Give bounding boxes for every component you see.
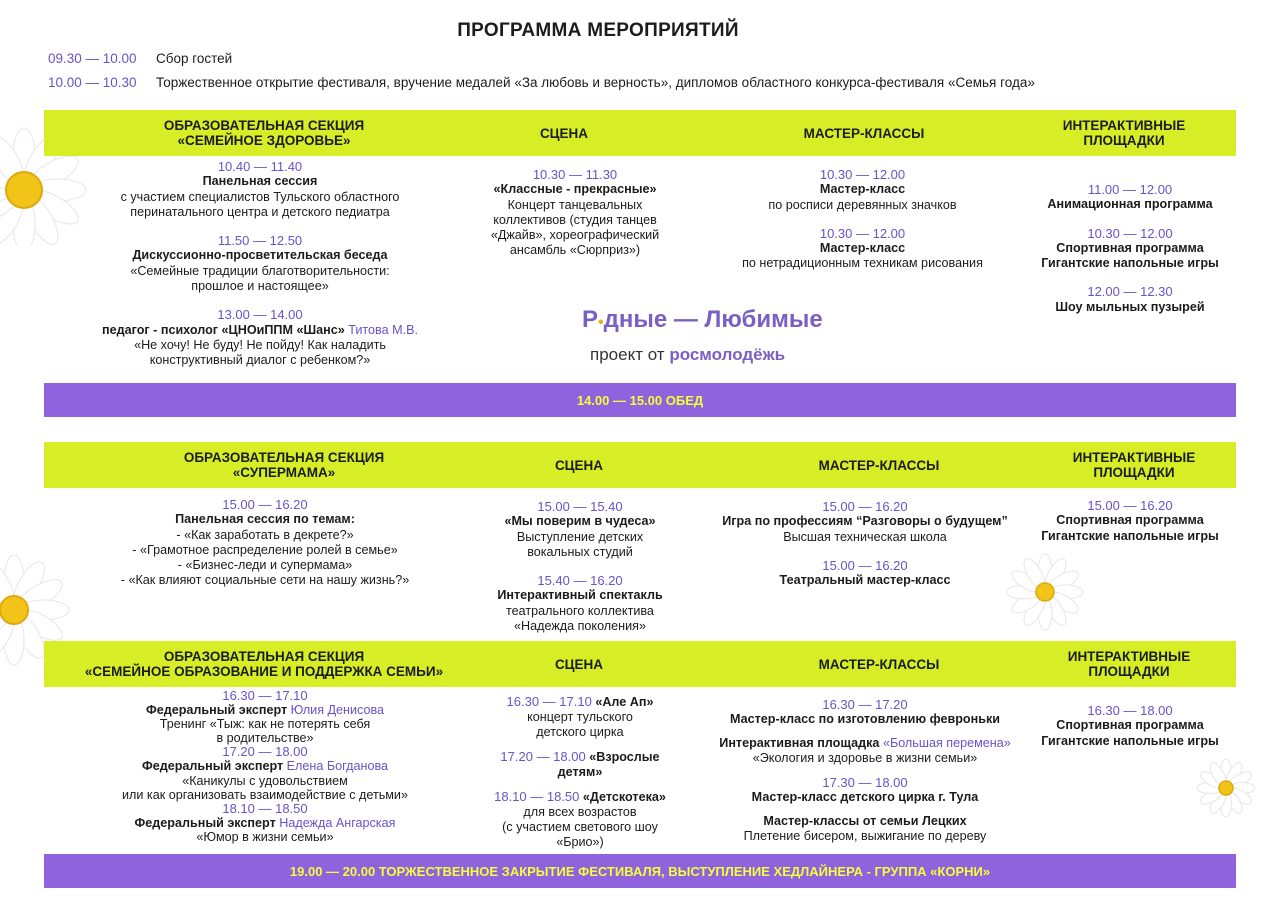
event-title: Мастер-класс (819, 241, 906, 256)
event-time: 12.00 — 12.30 (1087, 284, 1173, 300)
event-time: 15.40 — 16.20 (537, 573, 623, 589)
event-time: 11.50 — 12.50 (217, 233, 303, 249)
header-line: ИНТЕРАКТИВНЫЕ (1067, 649, 1191, 664)
logo-letter: Р (582, 306, 599, 333)
event-time: 16.30 — 17.10 (222, 688, 308, 703)
event-time: 11.00 — 12.00 (1087, 182, 1173, 197)
event-title: Спортивная программа (1056, 718, 1204, 733)
event-time: 10.30 — 11.30 (532, 167, 618, 182)
event-time: 10.30 — 12.00 (819, 225, 906, 241)
block2-section-column (100, 497, 430, 589)
header-master: МАСТЕР-КЛАССЫ (803, 125, 925, 141)
logo-text: дные — Любимые (603, 306, 823, 333)
event-line: ансамбль «Сюрприз») (509, 243, 641, 258)
event-time: 10.30 — 12.00 (819, 167, 906, 182)
block1-header-band (44, 110, 1236, 156)
block3-section-column (100, 689, 430, 844)
event-line: вокальных студий (527, 544, 633, 559)
event-person: Надежда Ангарская (279, 815, 396, 830)
closing-band: 19.00 — 20.00 ТОРЖЕСТВЕННОЕ ЗАКРЫТИЕ ФЕСТИВАЛЯ, ВЫСТУПЛЕНИЕ ХЕДЛАЙНЕРА - ГРУППА «КОРНИ» (44, 854, 1236, 888)
event-title: детям» (557, 765, 603, 779)
header-master: МАСТЕР-КЛАССЫ (818, 656, 940, 672)
event-line: - «Бизнес-леди и супермама» (177, 558, 353, 573)
brand-name: росмолодёжь (669, 345, 786, 364)
event-time: 10.40 — 11.40 (217, 159, 303, 174)
event-title: Интерактивный спектакль (497, 588, 663, 603)
header-master: МАСТЕР-КЛАССЫ (818, 457, 940, 473)
project-subtitle (590, 345, 785, 365)
intro-text: Сбор гостей (156, 51, 233, 66)
event-line: Плетение бисером, выжигание по дереву (743, 829, 987, 843)
event-title: Федеральный эксперт (145, 703, 288, 718)
intro-time: 09.30 — 10.00 (48, 51, 137, 66)
event-title: «Мы поверим в чудеса» (504, 514, 656, 529)
event-title: Игра по профессиям “Разговоры о будущем” (722, 514, 1008, 529)
event-title: «Классные - прекрасные» (493, 182, 657, 197)
event-title: Мастер-класс детского цирка г. Тула (751, 790, 979, 804)
header-stage: СЦЕНА (554, 457, 604, 473)
header-interactive (1039, 641, 1219, 687)
event-title: Дискуссионно-просветительская беседа (132, 248, 388, 263)
event-line: «Юмор в жизни семьи» (196, 829, 334, 844)
event-title: педагог - психолог «ЦНОиППМ «Шанс» (102, 322, 345, 337)
event-title: Гигантские напольные игры (1041, 528, 1219, 543)
event-line: перинатального центра и детского педиатра (130, 204, 390, 219)
event-title: «Але Ап» (595, 695, 654, 709)
event-time: 18.10 — 18.50 (494, 789, 580, 804)
event-time: 15.00 — 16.20 (822, 499, 908, 514)
event-line: - «Как заработать в декрете?» (176, 527, 354, 542)
intro-text: Торжественное открытие фестиваля, вручение медалей «За любовь и верность», дипломов областного конкурса-фестиваля «Семья года» (156, 75, 1035, 90)
event-line: коллективов (студия танцев (493, 212, 657, 227)
event-line: или как организовать взаимодействие с детьми» (122, 787, 408, 802)
event-person: Титова М.В. (348, 322, 418, 337)
event-person: Юлия Денисова (290, 703, 385, 718)
event-time: 17.20 — 18.00 (500, 749, 586, 764)
intro-time: 10.00 — 10.30 (48, 75, 137, 90)
event-time: 18.10 — 18.50 (222, 800, 308, 816)
header-interactive (1044, 442, 1224, 488)
event-line: «Экология и здоровье в жизни семьи» (752, 751, 978, 765)
block1-interactive-column (1030, 182, 1230, 315)
header-stage: СЦЕНА (554, 656, 604, 672)
header-line: «СЕМЕЙНОЕ ОБРАЗОВАНИЕ И ПОДДЕРЖКА СЕМЬИ» (84, 664, 444, 679)
event-time: 15.00 — 16.20 (822, 557, 908, 573)
event-time: 17.20 — 18.00 (222, 744, 308, 760)
header-line: ПЛОЩАДКИ (1083, 133, 1165, 148)
event-title: Шоу мыльных пузырей (1055, 299, 1205, 314)
header-section (124, 110, 404, 156)
event-line: по росписи деревянных значков (768, 197, 957, 212)
header-line: «СУПЕРМАМА» (232, 465, 336, 480)
block2-interactive-column (1030, 498, 1230, 544)
event-title: Спортивная программа (1056, 240, 1204, 255)
event-person: Елена Богданова (286, 759, 389, 774)
event-title: Панельная сессия (202, 174, 318, 189)
event-line: по нетрадиционным техникам рисования (742, 256, 983, 271)
header-line: ПЛОЩАДКИ (1088, 664, 1170, 679)
event-time: 17.30 — 18.00 (822, 775, 908, 790)
page-title: ПРОГРАММА МЕРОПРИЯТИЙ (457, 20, 739, 41)
event-line: конструктивный диалог с ребенком?» (149, 353, 371, 368)
header-section (54, 641, 474, 687)
header-line: ИНТЕРАКТИВНЫЕ (1072, 450, 1196, 465)
event-time: 15.00 — 16.20 (1087, 498, 1173, 513)
header-line: ИНТЕРАКТИВНЫЕ (1062, 118, 1186, 133)
event-time: 10.30 — 12.00 (1087, 225, 1173, 241)
event-time: 16.30 — 17.10 (506, 694, 592, 709)
header-line: ОБРАЗОВАТЕЛЬНАЯ СЕКЦИЯ (183, 450, 385, 465)
block2-header-band (44, 442, 1236, 488)
block3-stage-column (480, 694, 680, 850)
event-time: 13.00 — 14.00 (217, 307, 303, 323)
event-title: Мастер-классы от семьи Лецких (763, 814, 967, 828)
event-time: 16.30 — 18.00 (1087, 703, 1173, 718)
event-line: «Семейные традиции благотворительности: (130, 263, 390, 278)
block2-stage-column (480, 499, 680, 634)
event-line: с участием специалистов Тульского областного (120, 189, 400, 204)
event-line: «Не хочу! Не буду! Не пойду! Как наладить (134, 337, 386, 352)
event-person: «Большая перемена» (882, 736, 1011, 750)
lunch-band: 14.00 — 15.00 ОБЕД (44, 383, 1236, 417)
logo-subtitle-text: проект от (590, 345, 665, 364)
event-title: Мастер-класс (819, 182, 906, 197)
intro-row (48, 51, 232, 66)
event-title: Мастер-класс по изготовлению февроньки (729, 712, 1001, 726)
event-line: театрального коллектива (506, 603, 654, 618)
event-title: Гигантские напольные игры (1041, 256, 1219, 271)
event-time: 15.00 — 16.20 (222, 497, 308, 512)
header-line: ПЛОЩАДКИ (1093, 465, 1175, 480)
event-line: - «Грамотное распределение ролей в семье» (132, 542, 398, 557)
event-line: Выступление детских (516, 529, 644, 544)
event-line: Концерт танцевальных (507, 197, 643, 212)
event-line: прошлое и настоящее» (191, 279, 329, 294)
event-title: Панельная сессия по темам: (175, 512, 355, 527)
event-line: Высшая техническая школа (783, 529, 947, 544)
event-title: Гигантские напольные игры (1041, 733, 1219, 748)
event-line: «Надежда поколения» (514, 619, 646, 634)
block1-master-column (710, 167, 1015, 272)
block1-section-column (90, 159, 430, 369)
event-line: в родительстве» (216, 731, 314, 746)
block3-interactive-column (1030, 703, 1230, 749)
event-title: Федеральный эксперт (141, 759, 284, 774)
header-interactive (1029, 110, 1219, 156)
event-title: Анимационная программа (1047, 197, 1213, 212)
event-title: «Взрослые (589, 750, 660, 764)
event-line: «Брио») (556, 835, 604, 849)
block3-master-column (690, 697, 1040, 844)
event-line: «Каникулы с удовольствием (182, 773, 348, 788)
header-line: «СЕМЕЙНОЕ ЗДОРОВЬЕ» (177, 133, 351, 148)
intro-row (48, 75, 1035, 90)
event-time: 16.30 — 17.20 (822, 697, 908, 712)
project-logo (582, 306, 823, 334)
header-stage: СЦЕНА (539, 125, 589, 141)
block2-master-column (700, 499, 1030, 588)
event-title: Интерактивная площадка (719, 736, 880, 750)
event-line: детского цирка (536, 725, 624, 739)
event-line: - «Как влияют социальные сети на нашу жизнь?» (120, 573, 410, 588)
event-title: Театральный мастер-класс (779, 573, 951, 588)
block1-stage-column (470, 167, 680, 259)
header-line: ОБРАЗОВАТЕЛЬНАЯ СЕКЦИЯ (163, 649, 365, 664)
event-title: «Детскотека» (582, 790, 666, 804)
event-line: концерт тульского (527, 710, 633, 724)
event-time: 15.00 — 15.40 (537, 499, 623, 514)
event-line: для всех возрастов (523, 805, 637, 819)
block3-header-band (44, 641, 1236, 687)
event-line: (с участием светового шоу (502, 820, 658, 834)
logo-dot-icon: • (598, 314, 604, 331)
header-line: ОБРАЗОВАТЕЛЬНАЯ СЕКЦИЯ (163, 118, 365, 133)
event-line: Тренинг «Тыж: как не потерять себя (159, 717, 371, 732)
event-title: Федеральный эксперт (134, 815, 276, 830)
header-section (144, 442, 424, 488)
event-line: «Джайв», хореографический (490, 228, 660, 243)
daisy-flower-icon (1196, 758, 1256, 818)
event-title: Спортивная программа (1056, 513, 1204, 528)
